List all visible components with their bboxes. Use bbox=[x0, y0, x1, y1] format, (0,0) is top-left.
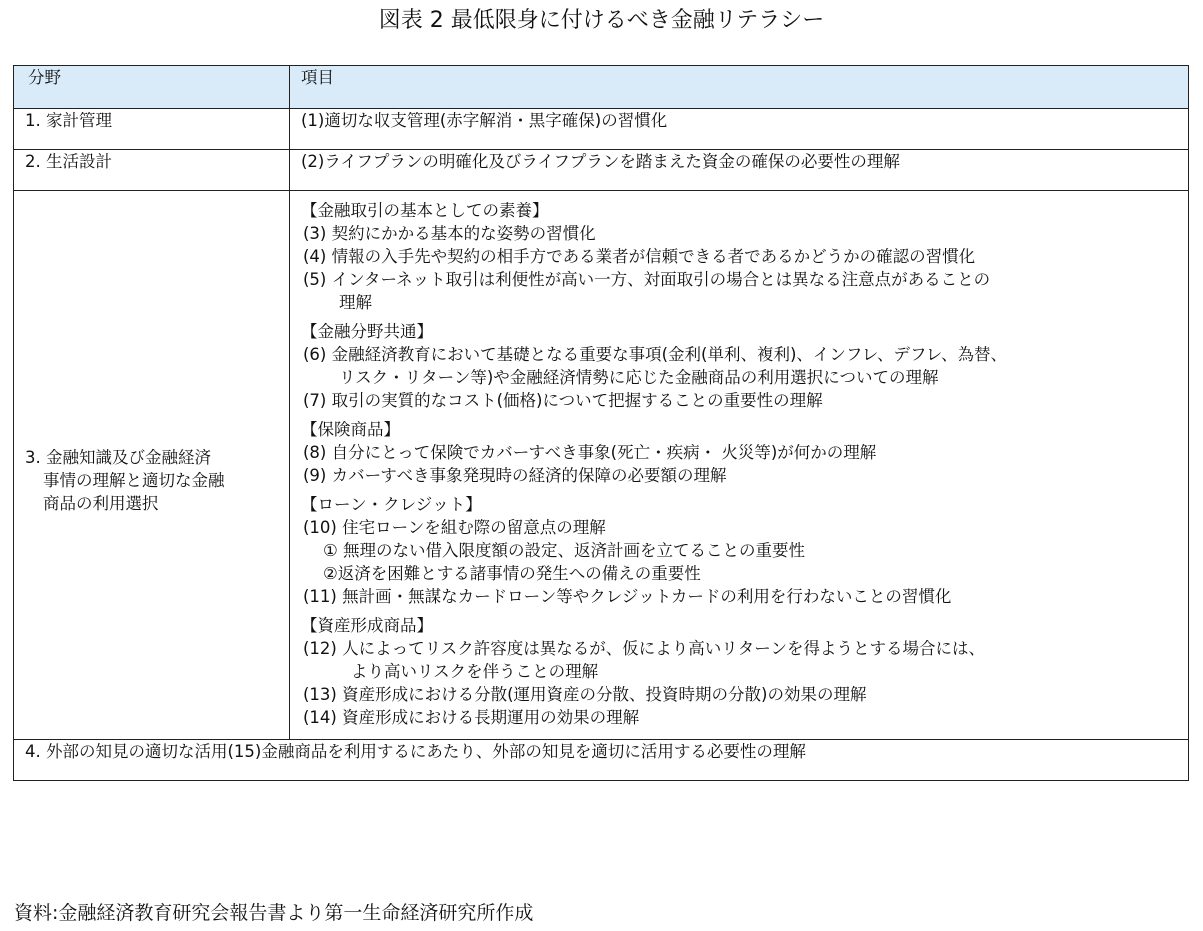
item-line: (12) 人によってリスク許容度は異なるが、仮により高いリターンを得ようとする場合には、 bbox=[303, 639, 985, 658]
section-basic bbox=[301, 199, 1188, 314]
table-row bbox=[14, 191, 1189, 740]
section-heading: 【金融取引の基本としての素養】 bbox=[301, 201, 549, 220]
item-line-continued: より高いリスクを伴うことの理解 bbox=[351, 662, 599, 681]
item-subline: ① 無理のない借入限度額の設定、返済計画を立てることの重要性 bbox=[323, 541, 806, 560]
item-line-continued: リスク・リターン等)や金融経済情勢に応じた金融商品の利用選択についての理解 bbox=[339, 368, 939, 387]
table-row bbox=[14, 740, 1189, 781]
header-category: 分野 bbox=[14, 66, 290, 109]
header-item: 項目 bbox=[290, 66, 1189, 109]
item-line: (4) 情報の入手先や契約の相手方である業者が信頼できる者であるかどうかの確認の習慣化 bbox=[303, 247, 976, 266]
item-line-continued: 理解 bbox=[339, 293, 372, 312]
item-line: (11) 無計画・無謀なカードローン等やクレジットカードの利用を行わないことの習慣化 bbox=[303, 587, 952, 606]
table-row bbox=[14, 109, 1189, 150]
literacy-table bbox=[13, 65, 1189, 781]
category-cell: 2. 生活設計 bbox=[14, 150, 290, 191]
item-cell: (2)ライフプランの明確化及びライフプランを踏まえた資金の確保の必要性の理解 bbox=[290, 150, 1189, 191]
item-line: (9) カバーすべき事象発現時の経済的保障の必要額の理解 bbox=[303, 466, 727, 485]
category-cell: 1. 家計管理 bbox=[14, 109, 290, 150]
section-loan-credit bbox=[301, 493, 1188, 608]
figure-title: 図表 2 最低限身に付けるべき金融リテラシー bbox=[378, 8, 825, 33]
item-line: (13) 資産形成における分散(運用資産の分散、投資時期の分散)の効果の理解 bbox=[303, 685, 867, 704]
section-heading: 【金融分野共通】 bbox=[301, 322, 433, 341]
section-heading: 【ローン・クレジット】 bbox=[301, 495, 482, 514]
section-common bbox=[301, 320, 1188, 412]
section-insurance bbox=[301, 418, 1188, 487]
item-subline: ②返済を困難とする諸事情の発生への備えの重要性 bbox=[323, 564, 701, 583]
item-line: (3) 契約にかかる基本的な姿勢の習慣化 bbox=[303, 224, 596, 243]
section-asset-building bbox=[301, 614, 1188, 729]
category-line: 事情の理解と適切な金融 bbox=[43, 470, 225, 490]
section-heading: 【保険商品】 bbox=[301, 420, 400, 439]
item-line: (10) 住宅ローンを組む際の留意点の理解 bbox=[303, 518, 606, 537]
item-line: (5) インターネット取引は利便性が高い一方、対面取引の場合とは異なる注意点があることの bbox=[303, 270, 991, 289]
item-cell: (1)適切な収支管理(赤字解消・黒字確保)の習慣化 bbox=[290, 109, 1189, 150]
item-line: (14) 資産形成における長期運用の効果の理解 bbox=[303, 708, 640, 727]
source-note: 資料:金融経済教育研究会報告書より第一生命経済研究所作成 bbox=[14, 902, 534, 924]
table-row bbox=[14, 150, 1189, 191]
category-cell bbox=[14, 191, 290, 740]
category-line: 3. 金融知識及び金融経済 bbox=[25, 447, 211, 467]
item-line: (8) 自分にとって保険でカバーすべき事象(死亡・疾病・ 火災等)が何かの理解 bbox=[303, 443, 877, 462]
item-cell bbox=[290, 191, 1189, 740]
category-line: 商品の利用選択 bbox=[43, 493, 159, 513]
external-knowledge-cell: 4. 外部の知見の適切な活用(15)金融商品を利用するにあたり、外部の知見を適切に活用する必要性の理解 bbox=[14, 740, 1189, 781]
section-heading: 【資産形成商品】 bbox=[301, 616, 433, 635]
item-line: (7) 取引の実質的なコスト(価格)について把握することの重要性の理解 bbox=[303, 391, 823, 410]
table-header-row bbox=[14, 66, 1189, 109]
item-line: (6) 金融経済教育において基礎となる重要な事項(金利(単利、複利)、インフレ、デフレ、為替、 bbox=[303, 345, 1007, 364]
